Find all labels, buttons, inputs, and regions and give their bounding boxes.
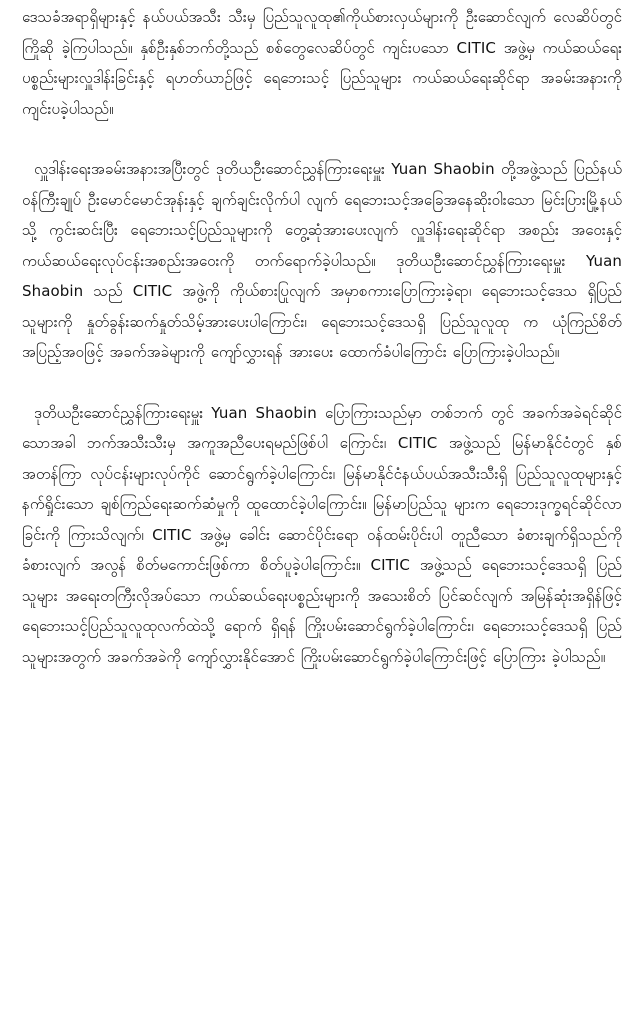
paragraph-2: လှူဒါန်းရေးအခမ်းအနားအပြီးတွင် ဒုတိယဦးဆောင်ညွှန်ကြားရေးမှူး Yuan Shaobin တို့အဖွဲ့သည် ပြည်နယ်ဝန်ကြီးချုပ် ဦးမောင်မောင်အုန်းနှင့် ချက်ချင်းလိုက်ပါ လျက် ရေဘေးသင့်အခြေအနေဆိုးဝါးသော မြင်းပြားမြို့နယ်သို့ ကွင်းဆင်းပြီး ရေဘေးသင့်ပြည်သူများကို တွေ့ဆုံအားပေးလျက် လှူဒါန်းရေးဆိုင်ရာ အစည်း အဝေးနှင့် ကယ်ဆယ်ရေးလုပ်ငန်းအစည်းအဝေးကို တက်ရောက်ခဲ့ပါသည်။ ဒုတိယဦးဆောင်ညွှန်ကြားရေးမှူး Yuan Shaobin သည် CITIC အဖွဲ့ကို ကိုယ်စားပြုလျက် အမှာစကားပြောကြားခဲ့ရာ၊ ရေဘေးသင့်ဒေသ ရှိပြည်သူများကို နှုတ်ခွန်းဆက်နှုတ်သိမ့်အားပေးပါကြောင်း၊ ရေဘေးသင့်ဒေသရှိ ပြည်သူလူထု က ယုံကြည်စိတ်အပြည့်အဝဖြင့် အခက်အခဲများကို ကျော်လွှားရန် အားပေး ထောက်ခံပါကြောင်း ပြောကြားခဲ့ပါသည်။ [22, 160, 622, 361]
document-page [22, 0, 622, 1024]
paragraph-3: ဒုတိယဦးဆောင်ညွှန်ကြားရေးမှူး Yuan Shaobin ပြောကြားသည်မှာ တစ်ဘက် တွင် အခက်အခဲရင်ဆိုင်သောအခါ ဘက်အသီးသီးမှ အကူအညီပေးရမည်ဖြစ်ပါ ကြောင်း၊ CITIC အဖွဲ့သည် မြန်မာနိုင်ငံတွင် နှစ်အတန်ကြာ လုပ်ငန်းများလုပ်ကိုင် ဆောင်ရွက်ခဲ့ပါကြောင်း၊ မြန်မာနိုင်ငံနယ်ပယ်အသီးသီးရှိ ပြည်သူလူထုများနှင့် နက်ရှိုင်းသော ချစ်ကြည်ရေးဆက်ဆံမှုကို ထူထောင်ခဲ့ပါကြောင်း။ မြန်မာပြည်သူ များက ရေဘေးဒုက္ခရင်ဆိုင်လာခြင်းကို ကြားသိလျက်၊ CITIC အဖွဲ့မှ ခေါင်း ဆောင်ပိုင်းရော ဝန်ထမ်းပိုင်းပါ တူညီသော ခံစားချက်ရှိသည်ကို ခံစားလျက် အလွန် စိတ်မကောင်းဖြစ်ကာ စိတ်ပူခဲ့ပါကြောင်း။ CITIC အဖွဲ့သည် ရေဘေးသင့်ဒေသရှိ ပြည်သူများ အရေးတကြီးလိုအပ်သော ကယ်ဆယ်ရေးပစ္စည်းများကို အသေးစိတ် ပြင်ဆင်လျက် အမြန်ဆုံးအရှိန်ဖြင့် ရေဘေးသင့်ပြည်သူလူထုလက်ထဲသို့ ရောက် ရှိရန် ကြိုးပမ်းဆောင်ရွက်ခဲ့ပါကြောင်း၊ ရေဘေးသင့်ဒေသရှိ ပြည်သူများအတွက် အခက်အခဲကို ကျော်လွှားနိုင်အောင် ကြိုးပမ်းဆောင်ရွက်ခဲ့ပါကြောင်းဖြင့် ပြောကြား ခဲ့ပါသည်။ [22, 403, 622, 666]
paragraph-1: ဒေသခံအရာရှိများနှင့် နယ်ပယ်အသီး သီးမှ ပြည်သူလူထု၏ကိုယ်စားလှယ်များကို ဦးဆောင်လျက် လေဆိပ်တွင် ကြိုဆို ခဲ့ကြပါသည်။ နှစ်ဦးနှစ်ဘက်တို့သည် စစ်တွေလေဆိပ်တွင် ကျင်းပသော CITIC အဖွဲ့မှ ကယ်ဆယ်ရေးပစ္စည်းများလှူဒါန်းခြင်းနှင့် ရဟတ်ယာဉ်ဖြင့် ရေဘေးသင့် ပြည်သူများ ကယ်ဆယ်ရေးဆိုင်ရာ အခမ်းအနားကို ကျင်းပခဲ့ပါသည်။ [22, 8, 622, 118]
